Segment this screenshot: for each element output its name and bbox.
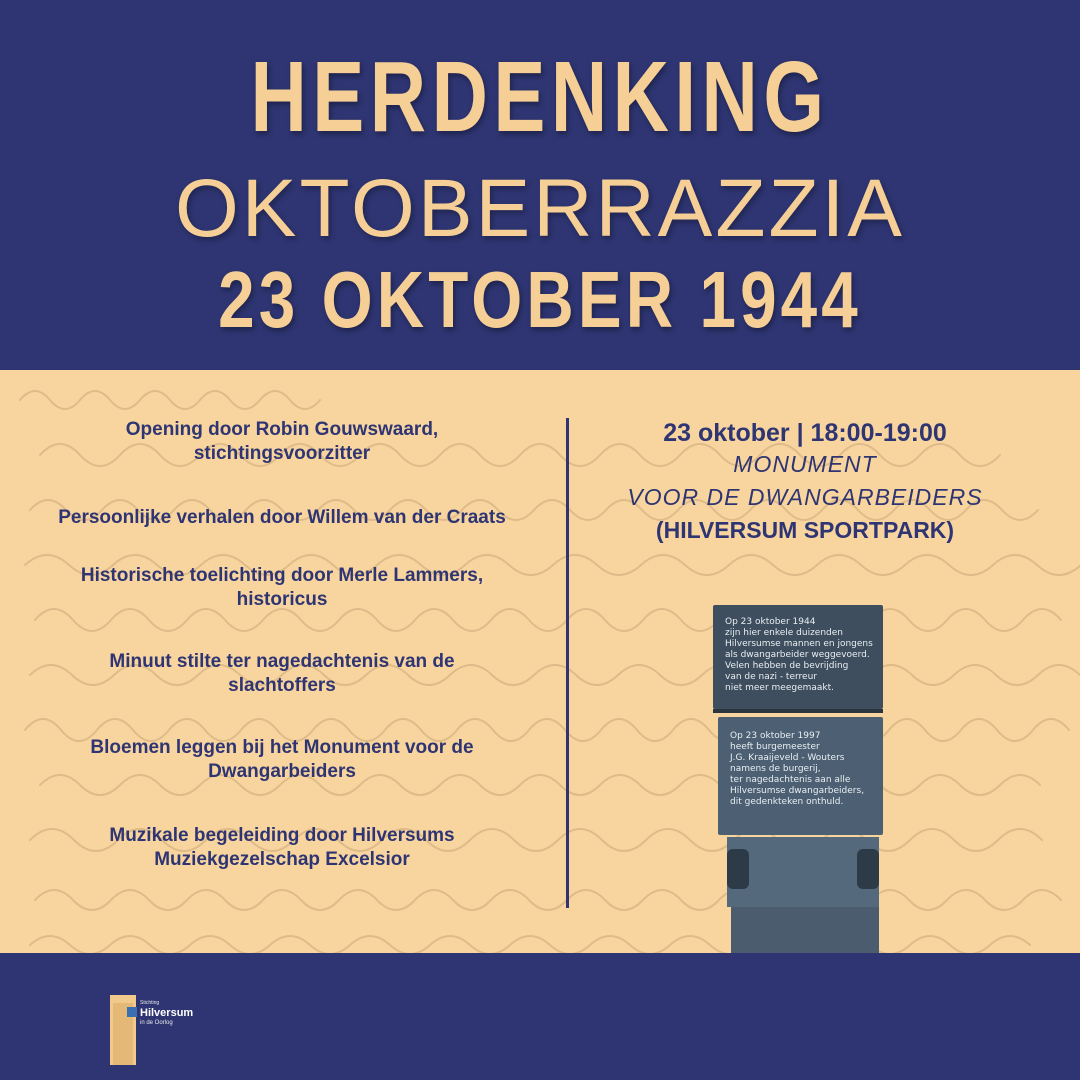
program-item-opening-line2: stichtingsvoorzitter [193, 443, 371, 464]
content-panel [0, 370, 1080, 953]
footer-banner [0, 953, 1080, 1080]
monument-plaque-top-text: Op 23 oktober 1944 zijn hier enkele duizenden Hilversumse mannen en jongens als dwangarbeider weggevoerd. Velen hebben de bevrijding van de nazi - terreur niet meer meegemaakt. [725, 617, 873, 693]
column-divider [566, 418, 569, 908]
event-location-line3: (HILVERSUM SPORTPARK) [655, 517, 955, 543]
logo-sub-text: in de Oorlog [140, 1020, 173, 1026]
monument-notch-right [857, 849, 879, 889]
title-herdenking: HERDENKING [250, 41, 830, 153]
title-oktoberrazzia: OKTOBERRAZZIA [174, 163, 906, 254]
program-item-toelichting-line1: Historische toelichting door Merle Lammers, [80, 565, 484, 586]
event-datetime: 23 oktober | 18:00-19:00 [663, 419, 947, 447]
event-location-line2: VOOR DE DWANGARBEIDERS [627, 484, 983, 510]
stichting-logo [110, 995, 210, 1065]
logo-small-text: Stichting [140, 1000, 160, 1006]
program-item-verhalen: Persoonlijke verhalen door Willem van der Craats [58, 507, 506, 528]
monument-plaque-bottom-text: Op 23 oktober 1997 heeft burgemeester J.G. Kraaijeveld - Wouters namens de burgerij, ter nagedachtenis aan alle Hilversumse dwangarbeiders, dit gedenkteken onthuld. [730, 731, 865, 807]
program-item-muziek-line1: Muzikale begeleiding door Hilversums [109, 825, 455, 846]
monument-photo [705, 605, 890, 953]
logo-square-icon [127, 1007, 137, 1017]
program-item-muziek-line2: Muziekgezelschap Excelsior [154, 849, 410, 870]
monument-top-block [713, 605, 883, 709]
program-item-stilte-line1: Minuut stilte ter nagedachtenis van de [109, 651, 455, 672]
event-details [570, 418, 1040, 546]
monument-notch-left [727, 849, 749, 889]
program-item-stilte-line2: slachtoffers [228, 675, 336, 696]
program-item-bloemen-line1: Bloemen leggen bij het Monument voor de [90, 737, 474, 758]
monument-middle-block [718, 717, 883, 835]
program-item-bloemen-line2: Dwangarbeiders [208, 761, 356, 782]
title-date: 23 OKTOBER 1944 [218, 255, 862, 344]
header-banner [0, 0, 1080, 370]
monument-foot-block [731, 907, 879, 953]
program-item-opening-line1: Opening door Robin Gouwswaard, [125, 419, 439, 440]
logo-main-text: Hilversum [140, 1007, 194, 1019]
program-item-toelichting-line2: historicus [236, 589, 328, 610]
event-location-line1: MONUMENT [733, 451, 877, 477]
